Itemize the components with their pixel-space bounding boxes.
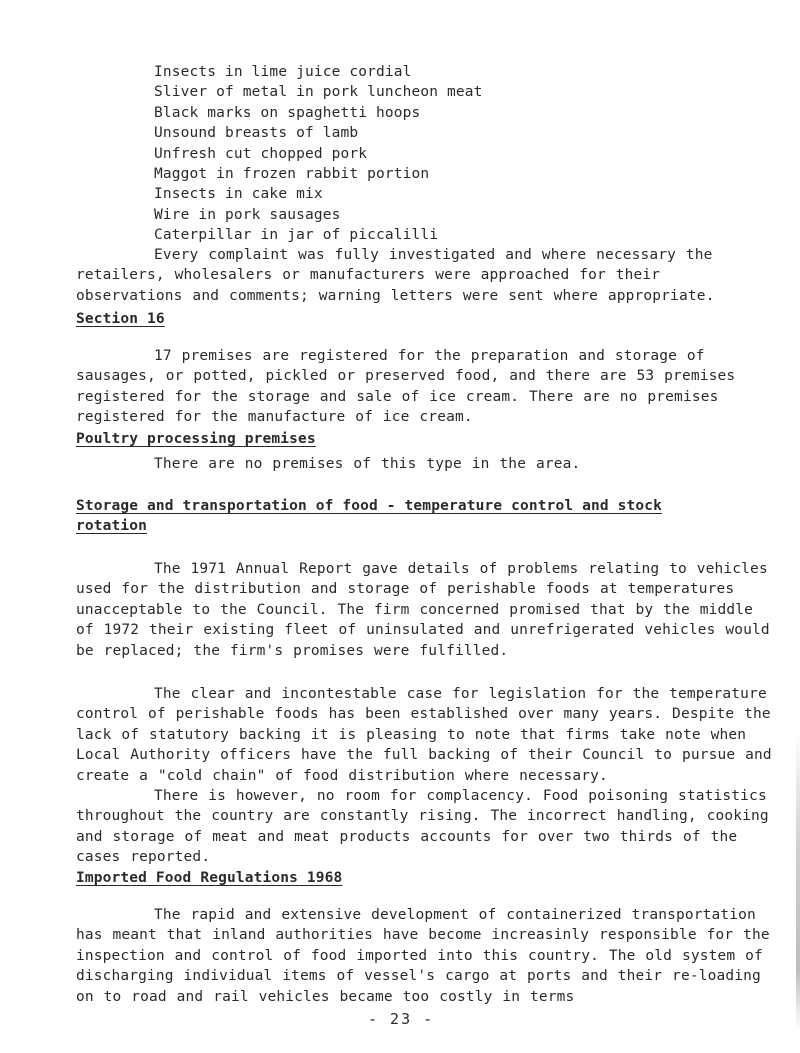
storage-paragraph-3: There is however, no room for complacency. Food poisoning statistics throughout the country are constantly rising. The incorrect handling, cooking and storage of meat and meat products accounts for over two thirds of the cases reported. (76, 788, 769, 866)
storage-heading: Storage and transportation of food - temperature control and stock rotation (76, 498, 663, 535)
poultry-paragraph: There are no premises of this type in the area. (154, 456, 581, 472)
list-item: Insects in lime juice cordial (154, 64, 412, 80)
list-item: Sliver of metal in pork luncheon meat (154, 84, 483, 101)
list-item: Caterpillar in jar of piccalilli (154, 227, 439, 244)
complaints-paragraph: Every complaint was fully investigated and where necessary the retailers, wholesalers or manufacturers were approached for their observations and comments; warning letters were sent where appropriate. (76, 247, 715, 304)
scan-edge-shadow (796, 730, 800, 1030)
section16-paragraph: 17 premises are registered for the preparation and storage of sausages, or potted, pickled or preserved food, and there are 53 premises registered for the storage and sale of ice cream. There are no premises registered for the manufacture of ice cream. (76, 348, 736, 426)
complaints-list (154, 62, 483, 246)
list-item: Unfresh cut chopped pork (154, 145, 368, 162)
imported-paragraph: The rapid and extensive development of containerized transportation has meant that inland authorities have become increasinly responsible for the inspection and control of food imported into this country. The old system of discharging individual items of vessel's cargo at ports and their re-loading on to road and rail vehicles became too costly in terms (76, 907, 770, 1005)
list-item: Maggot in frozen rabbit portion (154, 166, 430, 183)
list-item: Black marks on spaghetti hoops (154, 104, 421, 121)
imported-heading: Imported Food Regulations 1968 (76, 870, 343, 886)
list-item: Insects in cake mix (154, 186, 323, 203)
poultry-heading: Poultry processing premises (76, 431, 316, 447)
storage-paragraph-1: The 1971 Annual Report gave details of problems relating to vehicles used for the distribution and storage of perishable foods at temperatures unacceptable to the Council. The firm concerned promised that by the middle of 1972 their existing fleet of uninsulated and unrefrigerated vehicles would be replaced; the firm's promises were fulfilled. (76, 561, 770, 659)
storage-paragraph-2: The clear and incontestable case for legislation for the temperature control of perishable foods has been established over many years. Despite the lack of statutory backing it is pleasing to note that firms take note when Local Authority officers have the full backing of their Council to pursue and create a "cold chain" of food distribution where necessary. (76, 686, 772, 784)
section16-heading: Section 16 (76, 311, 165, 327)
page-number: - 23 - (368, 1010, 435, 1028)
list-item: Unsound breasts of lamb (154, 125, 359, 142)
list-item: Wire in pork sausages (154, 206, 341, 223)
